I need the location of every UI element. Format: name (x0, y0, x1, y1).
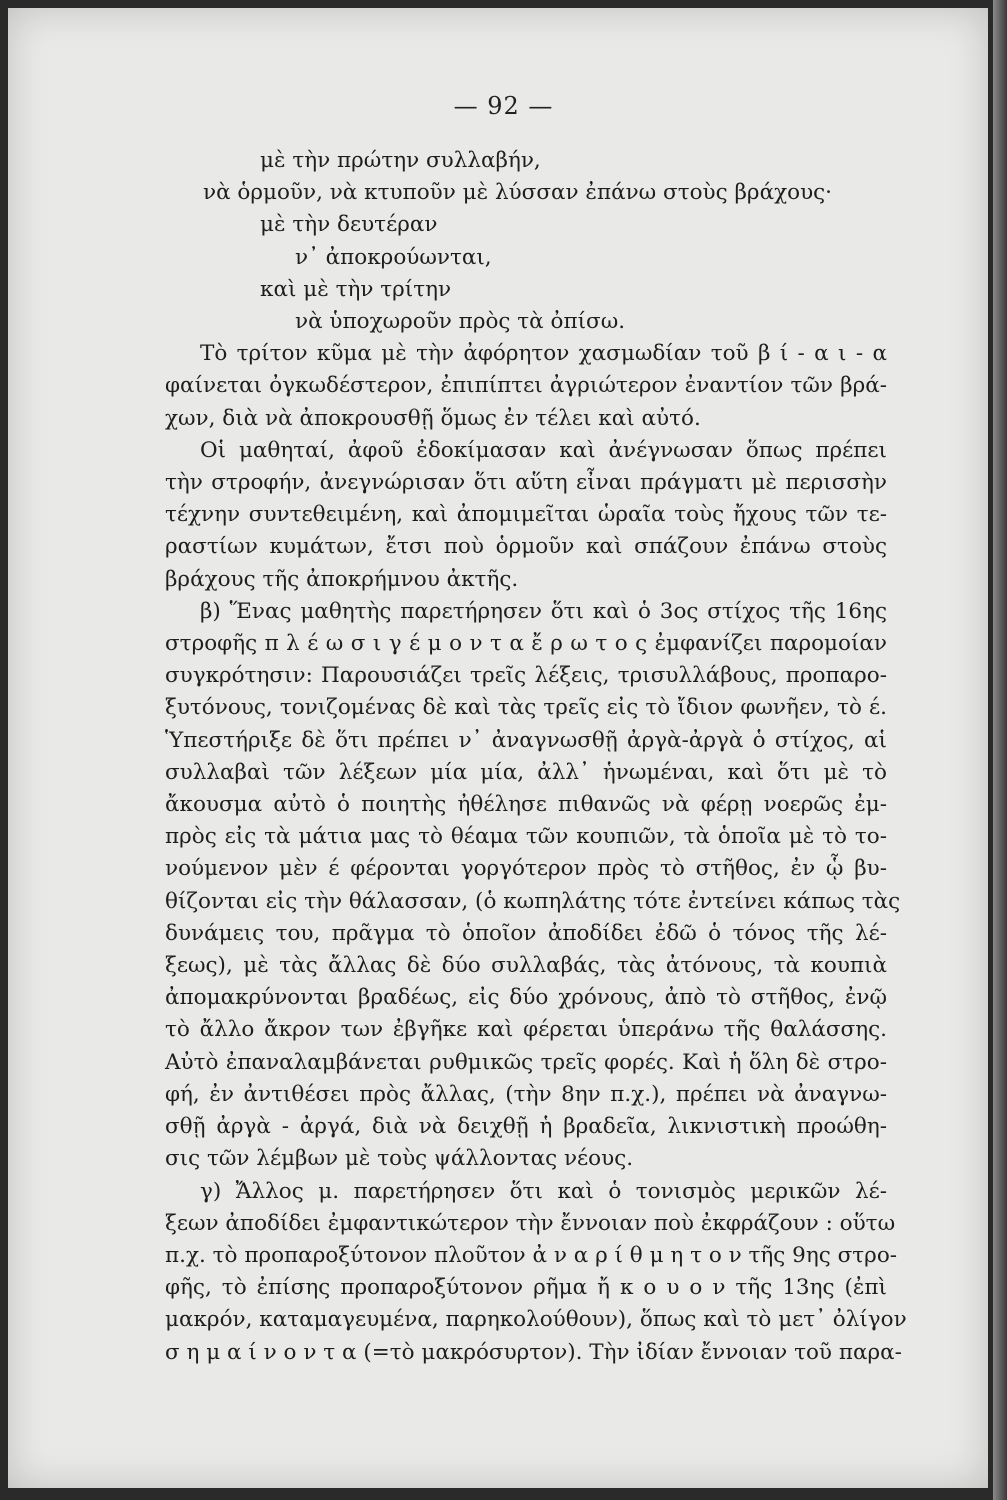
text-line: τὸ ἄλλο ἄκρον των ἐβγῆκε καὶ φέρεται ὑπεράνω τῆς θαλάσσης. (165, 1017, 887, 1043)
text-line: ξεων ἀποδίδει ἐμφαντικώτερον τὴν ἔννοιαν ποὺ ἐκφράζουν : οὕτω (165, 1210, 896, 1236)
text-line: φαίνεται ὀγκωδέστερον, ἐπιπίπτει ἀγριώτερον ἐναντίον τῶν βρά- (165, 373, 887, 399)
verse-line: μὲ τὴν πρώτην συλλαβήν, (260, 148, 541, 173)
text-line: συγκρότησιν: Παρουσιάζει τρεῖς λέξεις, τρισυλλάβους, προπαρο- (165, 663, 887, 689)
page-number: — 92 — (453, 92, 554, 120)
text-line: πρὸς εἰς τὰ μάτια μας τὸ θέαμα τῶν κουπιῶν, τὰ ὁποῖα μὲ τὸ το- (165, 824, 887, 850)
text-line: χων, διὰ νὰ ἀποκρουσθῇ ὅμως ἐν τέλει καὶ αὐτό. (165, 405, 701, 431)
text-line: θίζονται εἰς τὴν θάλασσαν, (ὁ κωπηλάτης τότε ἐντείνει κάπως τὰς (165, 888, 901, 914)
text-line: συλλαβαὶ τῶν λέξεων μία μία, ἀλλ᾽ ἡνωμέναι, καὶ ὅτι μὲ τὸ (165, 759, 887, 785)
text-line: φῆς, τὸ ἐπίσης προπαροξύτονον ρῆμα ἤ κ ο υ ο ν τῆς 13ης (ἐπὶ (165, 1275, 887, 1301)
text-line: Τὸ τρίτον κῦμα μὲ τὴν ἀφόρητον χασμωδίαν τοῦ β ί - α ι - α (200, 341, 887, 367)
text-line: τὴν στροφήν, ἀνεγνώρισαν ὅτι αὕτη εἶναι πράγματι μὲ περισσὴν (165, 470, 887, 496)
text-line: γ) Ἄλλος μ. παρετήρησεν ὅτι καὶ ὁ τονισμὸς μερικῶν λέ- (200, 1178, 887, 1204)
text-line: Οἱ μαθηταί, ἀφοῦ ἐδοκίμασαν καὶ ἀνέγνωσαν ὅπως πρέπει (200, 437, 887, 463)
text-line: μακρόν, καταμαγευμένα, παρηκολούθουν), ὅπως καὶ τὸ μετ᾽ ὀλίγον (165, 1307, 907, 1333)
text-line: φή, ἐν ἀντιθέσει πρὸς ἄλλας, (τὴν 8ην π.χ.), πρέπει νὰ ἀναγνω- (165, 1081, 887, 1107)
text-line: ἄκουσμα αὐτὸ ὁ ποιητὴς ἠθέλησε πιθανῶς νὰ φέρῃ νοερῶς ἐμ- (165, 792, 887, 818)
text-line: σθῇ ἀργὰ - ἀργά, διὰ νὰ δειχθῇ ἡ βραδεῖα, λικνιστικὴ προώθη- (165, 1114, 887, 1140)
text-line: σ η μ α ί ν ο ν τ α (=τὸ μακρόσυρτον). Τὴν ἰδίαν ἔννοιαν τοῦ παρα- (165, 1339, 902, 1365)
text-line: Ὑπεστήριξε δὲ ὅτι πρέπει ν᾽ ἀναγνωσθῇ ἀργὰ-ἀργὰ ὁ στίχος, αἱ (165, 727, 887, 753)
text-line: δυνάμεις του, πρᾶγμα τὸ ὁποῖον ἀποδίδει ἐδῶ ὁ τόνος τῆς λέ- (165, 920, 887, 946)
page-text (165, 145, 907, 1369)
verse-line: νὰ ὑποχωροῦν πρὸς τὰ ὀπίσω. (295, 309, 626, 335)
text-line: ξεως), μὲ τὰς ἄλλας δὲ δύο συλλαβάς, τὰς ἀτόνους, τὰ κουπιὰ (165, 953, 887, 979)
text-line: ξυτόνους, τονιζομένας δὲ καὶ τὰς τρεῖς εἰς τὸ ἴδιον φωνῆεν, τὸ έ. (165, 695, 887, 721)
text-line: β) Ἕνας μαθητὴς παρετήρησεν ὅτι καὶ ὁ 3ος στίχος τῆς 16ης (200, 598, 887, 624)
text-line: στροφῆς π λ έ ω σ ι γ έ μ ο ν τ α ἔ ρ ω τ ο ς ἐμφανίζει παρομοίαν (165, 631, 887, 657)
text-line: ραστίων κυμάτων, ἔτσι ποὺ ὁρμοῦν καὶ σπάζουν ἐπάνω στοὺς (165, 534, 887, 560)
verse-line: μὲ τὴν δευτέραν (260, 212, 438, 238)
text-line: ἀπομακρύνονται βραδέως, εἰς δύο χρόνους, ἀπὸ τὸ στῆθος, ἐνῷ (165, 985, 887, 1011)
text-line: βράχους τῆς ἀποκρήμνου ἀκτῆς. (165, 566, 519, 592)
verse-line: ν᾽ ἀποκρούωνται, (295, 244, 492, 270)
scan-edge (993, 0, 1007, 1500)
text-line: σις τῶν λέμβων μὲ τοὺς ψάλλοντας νέους. (165, 1146, 634, 1172)
text-line: π.χ. τὸ προπαροξύτονον πλοῦτον ἀ ν α ρ ί θ μ η τ ο ν τῆς 9ης στρο- (165, 1242, 898, 1268)
text-line: νούμενον μὲν έ φέρονται γοργότερον πρὸς τὸ στῆθος, ἐν ᾧ βυ- (165, 856, 887, 882)
text-line: Αὐτὸ ἐπαναλαμβάνεται ρυθμικῶς τρεῖς φορές. Καὶ ἡ ὅλη δὲ στρο- (165, 1049, 887, 1075)
verse-line: καὶ μὲ τὴν τρίτην (260, 276, 452, 302)
verse-line: νὰ ὁρμοῦν, νὰ κτυποῦν μὲ λύσσαν ἐπάνω στοὺς βράχους· (203, 180, 833, 206)
text-line: τέχνην συντεθειμένη, καὶ ἀπομιμεῖται ὡραῖα τοὺς ἤχους τῶν τε- (165, 502, 887, 528)
